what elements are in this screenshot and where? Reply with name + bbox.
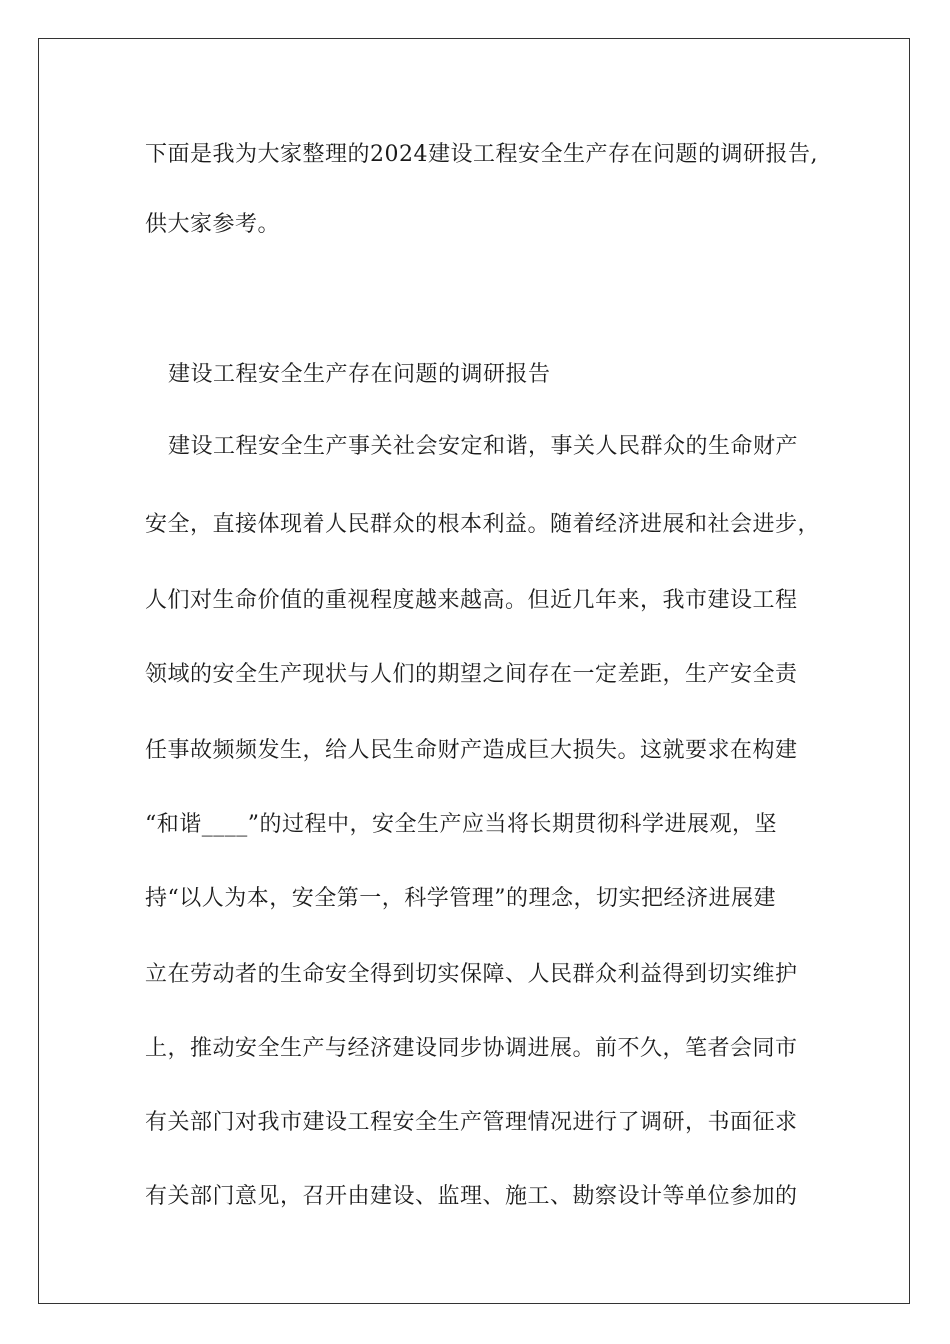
body-line-6: “和谐____”的过程中，安全生产应当将长期贯彻科学进展观，坚: [145, 812, 777, 837]
intro-line-2: 供大家参考。: [145, 212, 281, 237]
body-line-11: 有关部门意见，召开由建设、监理、施工、勘察设计等单位参加的: [145, 1184, 798, 1209]
body-line-8: 立在劳动者的生命安全得到切实保障、人民群众利益得到切实维护: [145, 962, 798, 987]
body-line-3: 人们对生命价值的重视程度越来越高。但近几年来，我市建设工程: [145, 588, 798, 613]
body-line-7: 持“以人为本，安全第一，科学管理”的理念，切实把经济进展建: [145, 886, 776, 911]
body-line-2: 安全，直接体现着人民群众的根本利益。随着经济进展和社会进步，: [145, 512, 821, 537]
body-line-5: 任事故频频发生，给人民生命财产造成巨大损失。这就要求在构建: [145, 738, 798, 763]
body-line-1: 建设工程安全生产事关社会安定和谐，事关人民群众的生命财产: [168, 434, 799, 459]
report-title: 建设工程安全生产存在问题的调研报告: [168, 362, 551, 387]
intro-line-1: 下面是我为大家整理的2024建设工程安全生产存在问题的调研报告,: [145, 142, 818, 167]
body-line-9: 上，推动安全生产与经济建设同步协调进展。前不久，笔者会同市: [145, 1036, 798, 1061]
body-line-4: 领域的安全生产现状与人们的期望之间存在一定差距，生产安全责: [145, 662, 798, 687]
body-line-10: 有关部门对我市建设工程安全生产管理情况进行了调研，书面征求: [145, 1110, 798, 1135]
